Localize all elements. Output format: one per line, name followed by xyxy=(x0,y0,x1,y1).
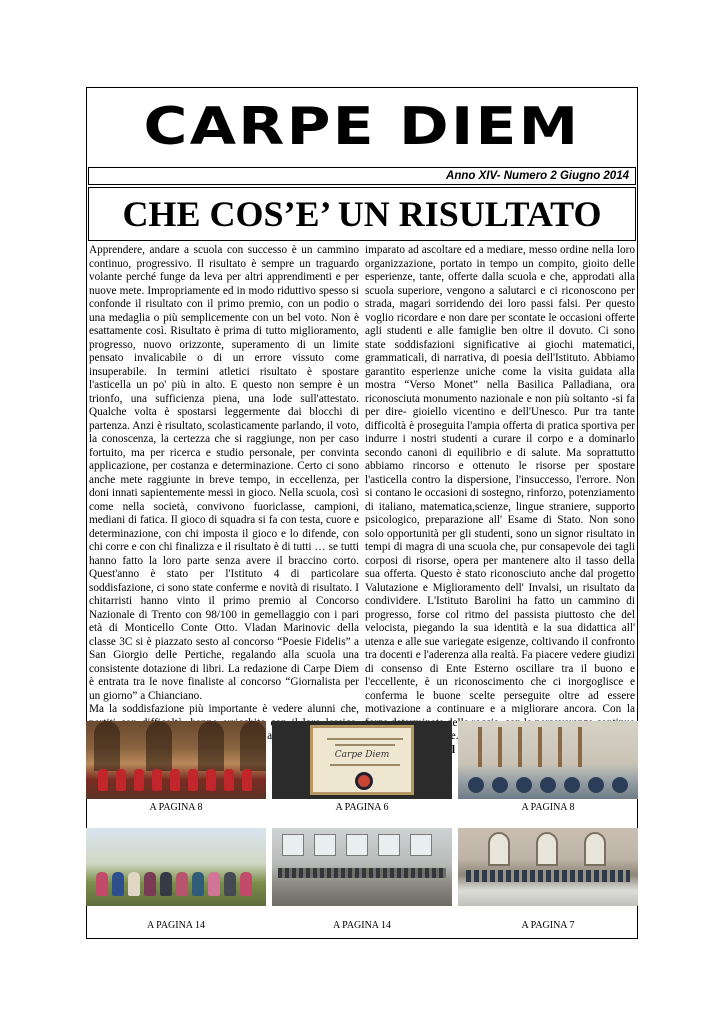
photo-caption: A PAGINA 14 xyxy=(147,920,205,931)
photo-row-1 xyxy=(86,721,638,799)
headline-box xyxy=(88,187,636,241)
issue-info: Anno XIV- Numero 2 Giugno 2014 xyxy=(88,167,636,185)
article-paragraph: Ma la soddisfazione più importante è vedere alunni che, xyxy=(89,703,359,715)
photo-assembly-hall xyxy=(272,828,452,906)
photo-band-concert xyxy=(86,721,266,799)
photo-caption: A PAGINA 6 xyxy=(335,802,389,813)
certificate-text: Carpe Diem xyxy=(334,750,390,760)
photo-caption: A PAGINA 8 xyxy=(149,802,203,813)
article-headline: CHE COS’E’ UN RISULTATO xyxy=(122,194,602,234)
photo-certificate xyxy=(272,721,452,799)
article-column-left xyxy=(89,244,359,715)
photo-row-2 xyxy=(86,828,638,906)
article-paragraph: imparato ad ascoltare ed a mediare, messo ordine nella loro organizzazione, portato in tempo un compito, gioito delle esperienze, tante, offerte dalla scuola e che, approdati alla scuola superiore, vengono a salutarci e ci riconoscono per strada, magari sorridendo dei loro passi falsi. Per questo voglio ricordare e non dare per scontate le occasioni offerte agli studenti e alle famiglie ben oltre il dovuto. Ci sono state soddisfazioni significative ai giochi matematici, grammaticali, di narrativa, di poesia dell'Istituto. Abbiamo garantito esperienze uniche come la visita guidata alla mostra “Verso Monet” nella Basilica Palladiana, ora riconosciuta monumento nazionale e non più soltanto -si fa per dire- gioiello vicentino e dell'Unesco. Pur tra tante difficoltà è proseguita l'ampia offerta di pratica sportiva per indurre i nostri studenti a curare il corpo e a dominarlo secondo canoni di equilibrio e di salute. Ma soprattutto abbiamo rincorso e ottenuto le risorse per spostare l'asticella contro la dispersione, l'insuccesso, l'errore. Non si contano le occasioni di sostegno, rinforzo, potenziamento di italiano, matematica,scienze, lingue straniere, supporto psicologico, preparazione all' Esame di Stato. Non sono solo opportunità per gli studenti, sono un signor risultato in tempi di magra di una scuola che, pur consapevole dei tagli corposi di risorse, opera per mantenere alto il tasso della sua offerta. Questo è stato riconosciuto anche dal progetto Valutazione e Miglioramento dell' Invalsi, un risultato da condividere. L'Istituto Barolini ha fatto un cammino di progresso, forse col ritmo del passista piuttosto che del velocista, piegando la sua identità e la sua didattica all' utenza e alle sue variegate esigenze, coltivando il confronto tra docenti e l'aderenza alla realtà. Fa piacere vedere giudizi di consenso di Ente Esterno oscillare tra il buono e l'eccellente, è un riconoscimento che ci inorgoglisce e conferma le buone scelte perseguite oltre ad essere motivazione a continuare e a migliorare ancora. Con la xyxy=(365,244,635,715)
photo-caption: A PAGINA 7 xyxy=(521,920,575,931)
article-column-right xyxy=(365,244,635,715)
photo-caption: A PAGINA 14 xyxy=(333,920,391,931)
article-paragraph: Apprendere, andare a scuola con successo è un cammino continuo, progressivo. Il risultato è sempre un traguardo volante perché funge da leva per altri apprendimenti e per nuove mete. Impropriamente ed in modo riduttivo spesso si confonde il risultato con il primo premio, con un podio o una medaglia o più semplicemente con un bel voto. Non è esattamente così. Risultato è prima di tutto miglioramento, progresso, nuovo orizzonte, superamento di un limite pensato invalicabile o di un errore vissuto come insuperabile. In termini atletici risultato è spostare l'asticella un po' più in alto. E questo non sempre è un trionfo, una sufficienza piena, una lode sull'attestato. Qualche volta è spostarsi leggermente dai blocchi di partenza. Anzi è risultato, scolasticamente parlando, il voto, la conoscenza, la certezza che si raggiunge, non per caso fortuito, ma per ricerca e studio personale, per convinta applicazione, per costanza e determinazione. Certo ci sono anche mete raggiunte in breve tempo, in eccellenza, per doni innati sapientemente messi in gioco. Nella scuola, così come nella società, convivono fuoriclasse, campioni, mediani di fatica. Il gioco di squadra si fa con testa, cuore e determinazione, con chi imposta il gioco e lo difende, con chi corre e con chi finalizza e il risultato è di tutti … se tutti hanno fatto la loro parte senza avere il braccino corto. Quest'anno è stato per l'Istituto 4 di particolare soddisfazione, ci sono state conferme e novità di risultato. I chitarristi hanno vinto il primo premio al Concorso Nazionale di Trento con 98/100 in gemellaggio con i pari età di Monticello Conte Otto. Vladan Marinovic della classe 3C si è piazzato sesto al concorso “Poesie Fidelis” a San Giorgio delle Pertiche, regalando alla scuola una consistente dotazione di libri. La redazione di Carpe Diem è entrata tra le nove finaliste al concorso “Giornalista per un giorno” a Chianciano. xyxy=(89,244,359,702)
masthead xyxy=(86,87,638,167)
photo-gym-students xyxy=(458,721,638,799)
photo-group-outdoor xyxy=(86,828,266,906)
newspaper-title: CARPE DIEM xyxy=(143,97,581,157)
photo-classroom-event xyxy=(458,828,638,906)
photo-caption: A PAGINA 8 xyxy=(521,802,575,813)
